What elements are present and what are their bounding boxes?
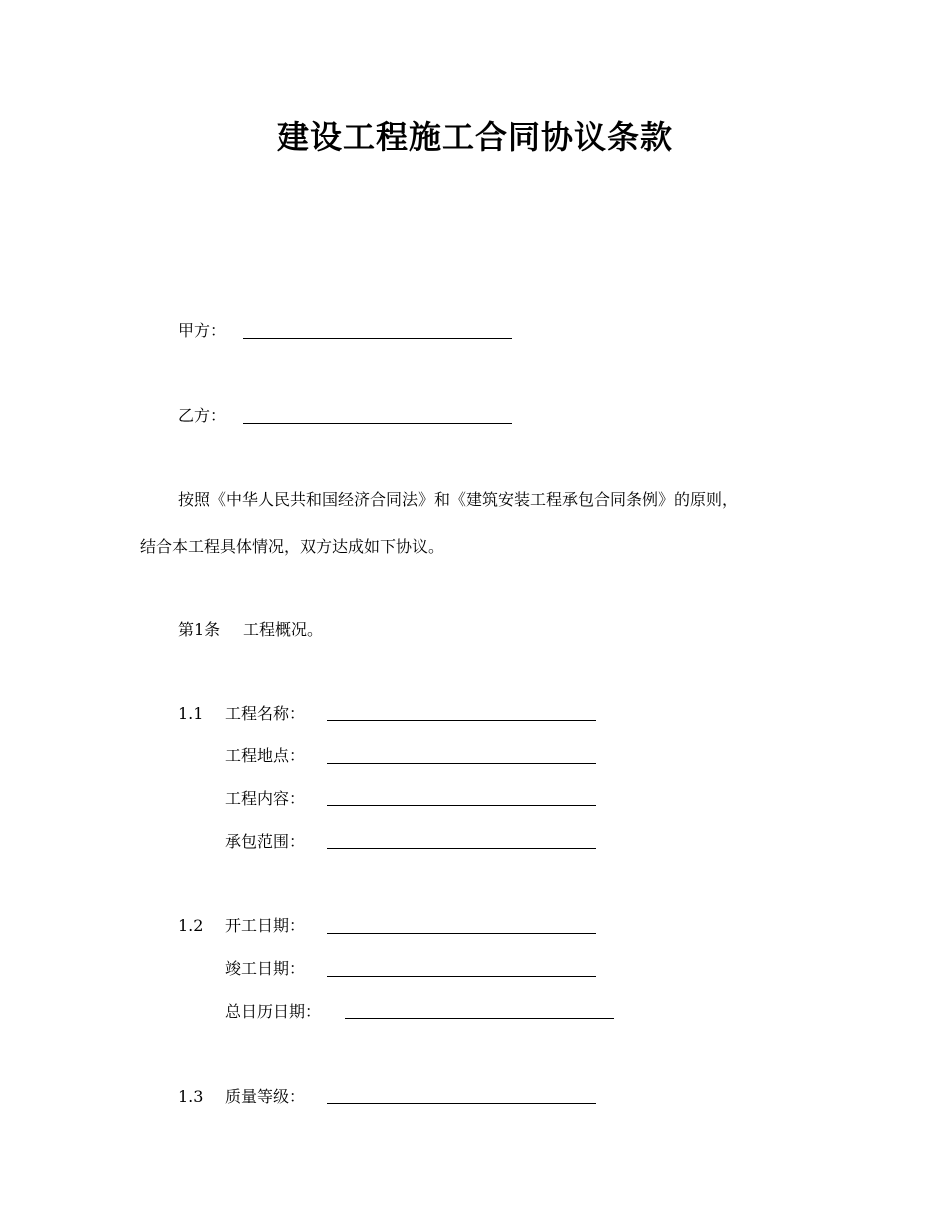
party-a-label: 甲方： — [178, 321, 227, 340]
contract-scope-label: 承包范围： — [225, 832, 306, 851]
section-1-3-number: 1.3 — [178, 1087, 204, 1106]
project-location-label: 工程地点： — [225, 746, 306, 765]
document-title: 建设工程施工合同协议条款 — [276, 118, 673, 156]
party-b-label: 乙方： — [178, 406, 227, 425]
project-location-blank[interactable] — [327, 763, 596, 764]
quality-grade-label: 质量等级： — [225, 1087, 306, 1106]
section-1-2-number: 1.2 — [178, 916, 204, 935]
start-date-label: 开工日期： — [225, 916, 306, 935]
article-1-label: 第1条 — [178, 620, 221, 639]
completion-date-blank[interactable] — [327, 976, 596, 977]
section-1-1-number: 1.1 — [178, 704, 204, 723]
party-a-blank[interactable] — [243, 338, 512, 339]
project-name-blank[interactable] — [327, 720, 596, 721]
project-content-label: 工程内容： — [225, 789, 306, 808]
party-b-blank[interactable] — [243, 423, 512, 424]
project-content-blank[interactable] — [327, 805, 596, 806]
intro-line-2: 结合本工程具体情况，双方达成如下协议。 — [140, 537, 445, 556]
quality-grade-blank[interactable] — [327, 1103, 596, 1104]
total-calendar-days-label: 总日历日期： — [225, 1002, 322, 1021]
intro-line-1: 按照《中华人民共和国经济合同法》和《建筑安装工程承包合同条例》的原则， — [178, 490, 739, 509]
article-1-title: 工程概况。 — [243, 620, 324, 639]
completion-date-label: 竣工日期： — [225, 959, 306, 978]
total-calendar-days-blank[interactable] — [345, 1018, 614, 1019]
start-date-blank[interactable] — [327, 933, 596, 934]
project-name-label: 工程名称： — [225, 704, 306, 723]
contract-scope-blank[interactable] — [327, 848, 596, 849]
